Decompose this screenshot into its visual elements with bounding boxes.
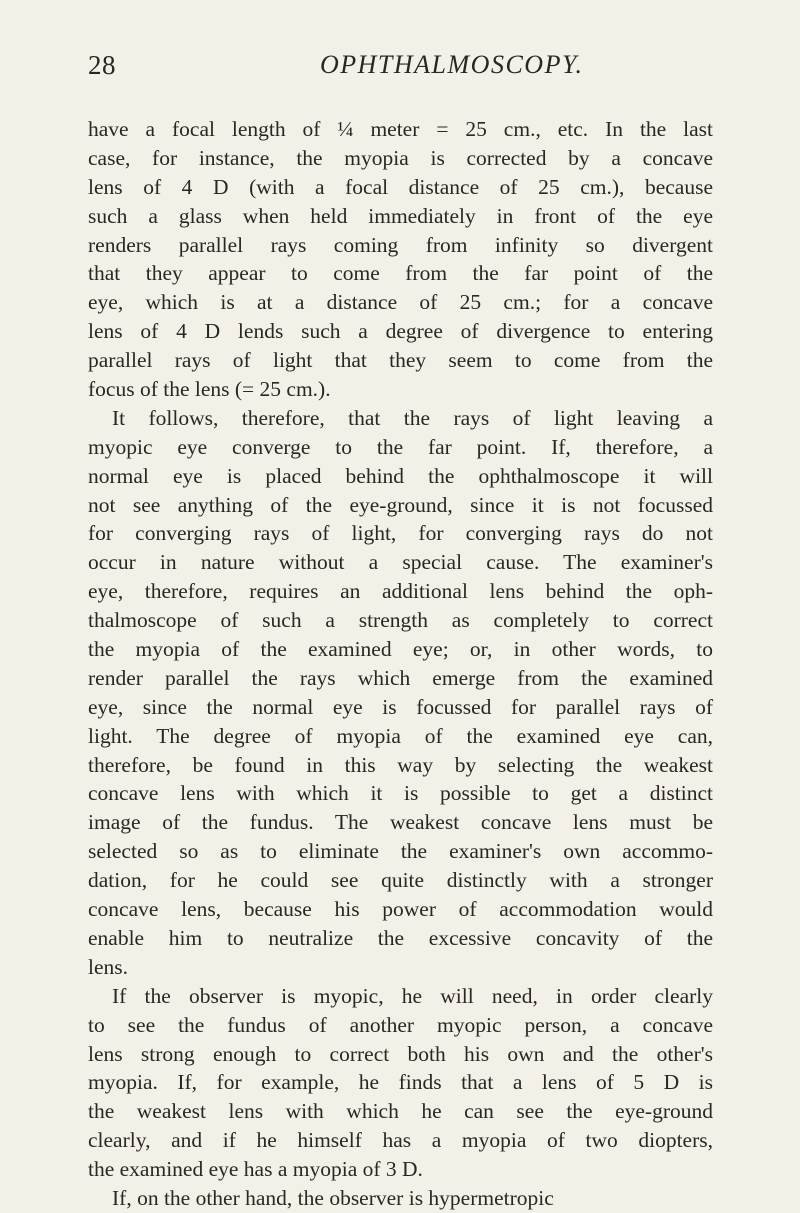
text-line: It follows, therefore, that the rays of light leaving a [112, 405, 713, 430]
text-line: to see the fundus of another myopic person, a concave [88, 1012, 713, 1037]
paragraph [88, 1184, 713, 1213]
body-text [88, 115, 713, 1213]
text-line: thalmoscope of such a strength as completely to correct [88, 608, 713, 633]
text-line: have a focal length of ¼ meter = 25 cm., etc. In the last [88, 117, 713, 141]
text-line: light. The degree of myopia of the examined eye can, [88, 723, 713, 748]
page-number: 28 [88, 50, 116, 80]
paragraph [88, 115, 713, 404]
text-line: myopia. If, for example, he finds that a lens of 5 D is [88, 1070, 713, 1095]
text-line: therefore, be found in this way by selecting the weakest [88, 752, 713, 777]
text-line: concave lens with which it is possible to get a distinct [88, 781, 713, 806]
text-line: the myopia of the examined eye; or, in other words, to [88, 637, 713, 662]
text-line: normal eye is placed behind the ophthalmoscope it will [88, 463, 713, 488]
text-line: focus of the lens (= 25 cm.). [88, 377, 331, 402]
text-line: myopic eye converge to the far point. If, therefore, a [88, 434, 713, 459]
text-line: the weakest lens with which he can see the eye-ground [88, 1099, 713, 1124]
text-line: for converging rays of light, for converging rays do not [88, 521, 713, 546]
text-line: lens of 4 D (with a focal distance of 25 cm.), because [88, 174, 713, 199]
text-line: not see anything of the eye-ground, since it is not focussed [88, 492, 713, 517]
text-line: dation, for he could see quite distinctly with a stronger [88, 868, 713, 893]
text-line: If the observer is myopic, he will need, in order clearly [112, 983, 713, 1008]
text-line: lens strong enough to correct both his own and the other's [88, 1041, 713, 1066]
text-line: eye, therefore, requires an additional lens behind the oph- [88, 579, 713, 604]
text-line: lens. [88, 954, 129, 979]
text-line: image of the fundus. The weakest concave lens must be [88, 810, 713, 835]
text-line: that they appear to come from the far point of the [88, 261, 713, 286]
text-line: such a glass when held immediately in front of the eye [88, 203, 713, 228]
text-line: clearly, and if he himself has a myopia of two diopters, [88, 1128, 713, 1153]
text-line: enable him to neutralize the excessive concavity of the [88, 925, 713, 950]
text-line: the examined eye has a myopia of 3 D. [88, 1157, 423, 1182]
paragraph [88, 404, 713, 982]
text-line: concave lens, because his power of accommodation would [88, 897, 713, 922]
text-line: parallel rays of light that they seem to come from the [88, 348, 713, 373]
text-line: If, on the other hand, the observer is hypermetropic [112, 1185, 554, 1210]
running-head [88, 50, 708, 86]
text-line: occur in nature without a special cause. The examiner's [88, 550, 713, 575]
text-line: selected so as to eliminate the examiner's own accommo- [88, 839, 713, 864]
paragraph [88, 982, 713, 1184]
text-line: eye, since the normal eye is focussed for parallel rays of [88, 694, 713, 719]
text-line: case, for instance, the myopia is corrected by a concave [88, 145, 713, 170]
text-line: lens of 4 D lends such a degree of divergence to entering [88, 319, 713, 344]
text-line: render parallel the rays which emerge from the examined [88, 665, 713, 690]
running-title: OPHTHALMOSCOPY. [320, 50, 584, 79]
text-line: eye, which is at a distance of 25 cm.; for a concave [88, 290, 713, 315]
text-line: renders parallel rays coming from infinity so divergent [88, 232, 713, 257]
